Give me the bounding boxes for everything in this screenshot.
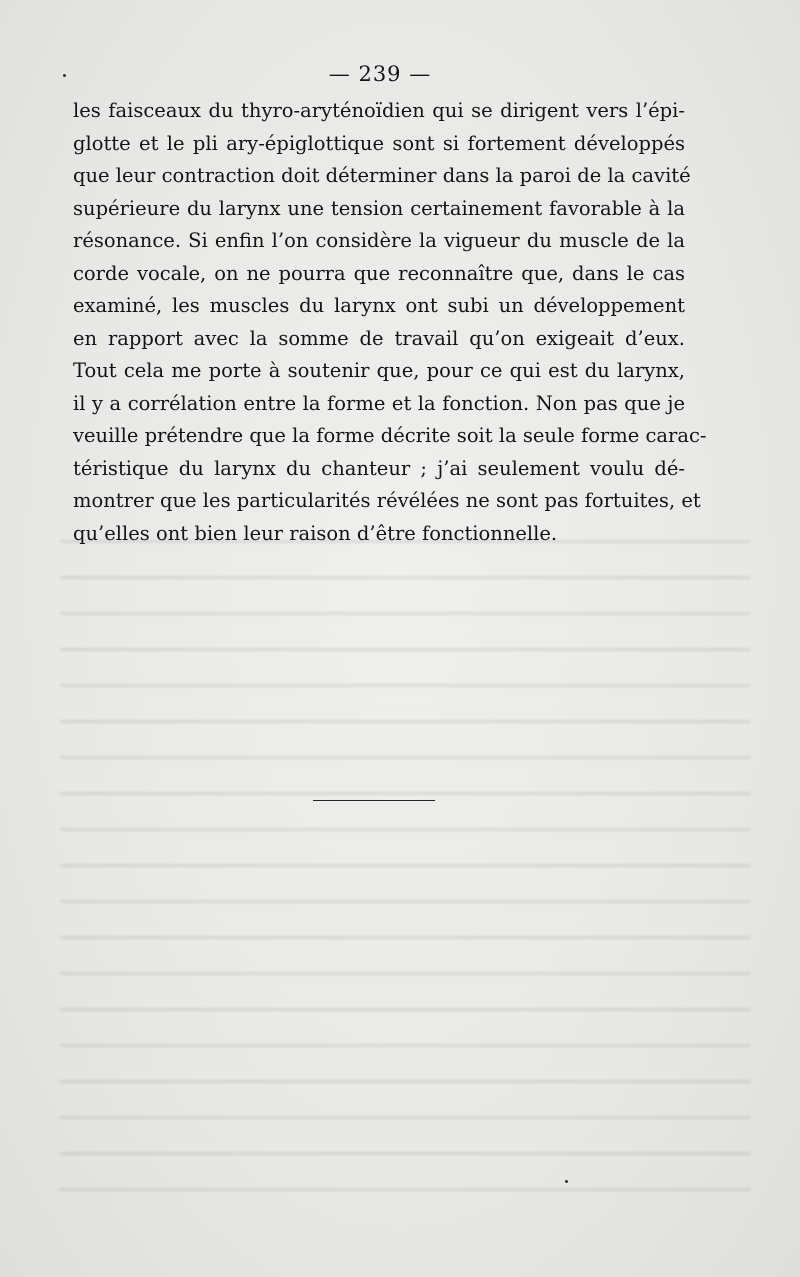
text-line: montrer que les particularités révélées ne sont pas fortuites, et	[73, 489, 701, 512]
ink-speck	[565, 1180, 568, 1183]
text-line: les faisceaux du thyro-aryténoïdien qui se dirigent vers l’épi-	[73, 99, 685, 122]
show-through-text	[60, 520, 750, 1200]
text-line: en rapport avec la somme de travail qu’on exigeait d’eux.	[73, 326, 685, 350]
text-line: supérieure du larynx une tension certainement favorable à la	[73, 196, 685, 220]
page-number: — 239 —	[328, 62, 432, 86]
body-paragraph	[73, 95, 707, 550]
text-line: qu’elles ont bien leur raison d’être fonctionnelle.	[73, 521, 558, 545]
text-line: corde vocale, on ne pourra que reconnaître que, dans le cas	[73, 261, 685, 285]
text-line: il y a corrélation entre la forme et la fonction. Non pas que je	[73, 391, 685, 415]
text-line: veuille prétendre que la forme décrite soit la seule forme carac-	[73, 424, 707, 447]
text-line: que leur contraction doit déterminer dans la paroi de la cavité	[73, 164, 691, 187]
section-divider	[313, 800, 435, 801]
text-line: Tout cela me porte à soutenir que, pour ce qui est du larynx,	[73, 359, 685, 382]
text-line: résonance. Si enfin l’on considère la vigueur du muscle de la	[73, 229, 685, 252]
text-line: glotte et le pli ary-épiglottique sont si fortement développés	[73, 131, 685, 155]
text-line: téristique du larynx du chanteur ; j’ai seulement voulu dé-	[73, 456, 685, 480]
text-line: examiné, les muscles du larynx ont subi un développement	[73, 294, 685, 317]
